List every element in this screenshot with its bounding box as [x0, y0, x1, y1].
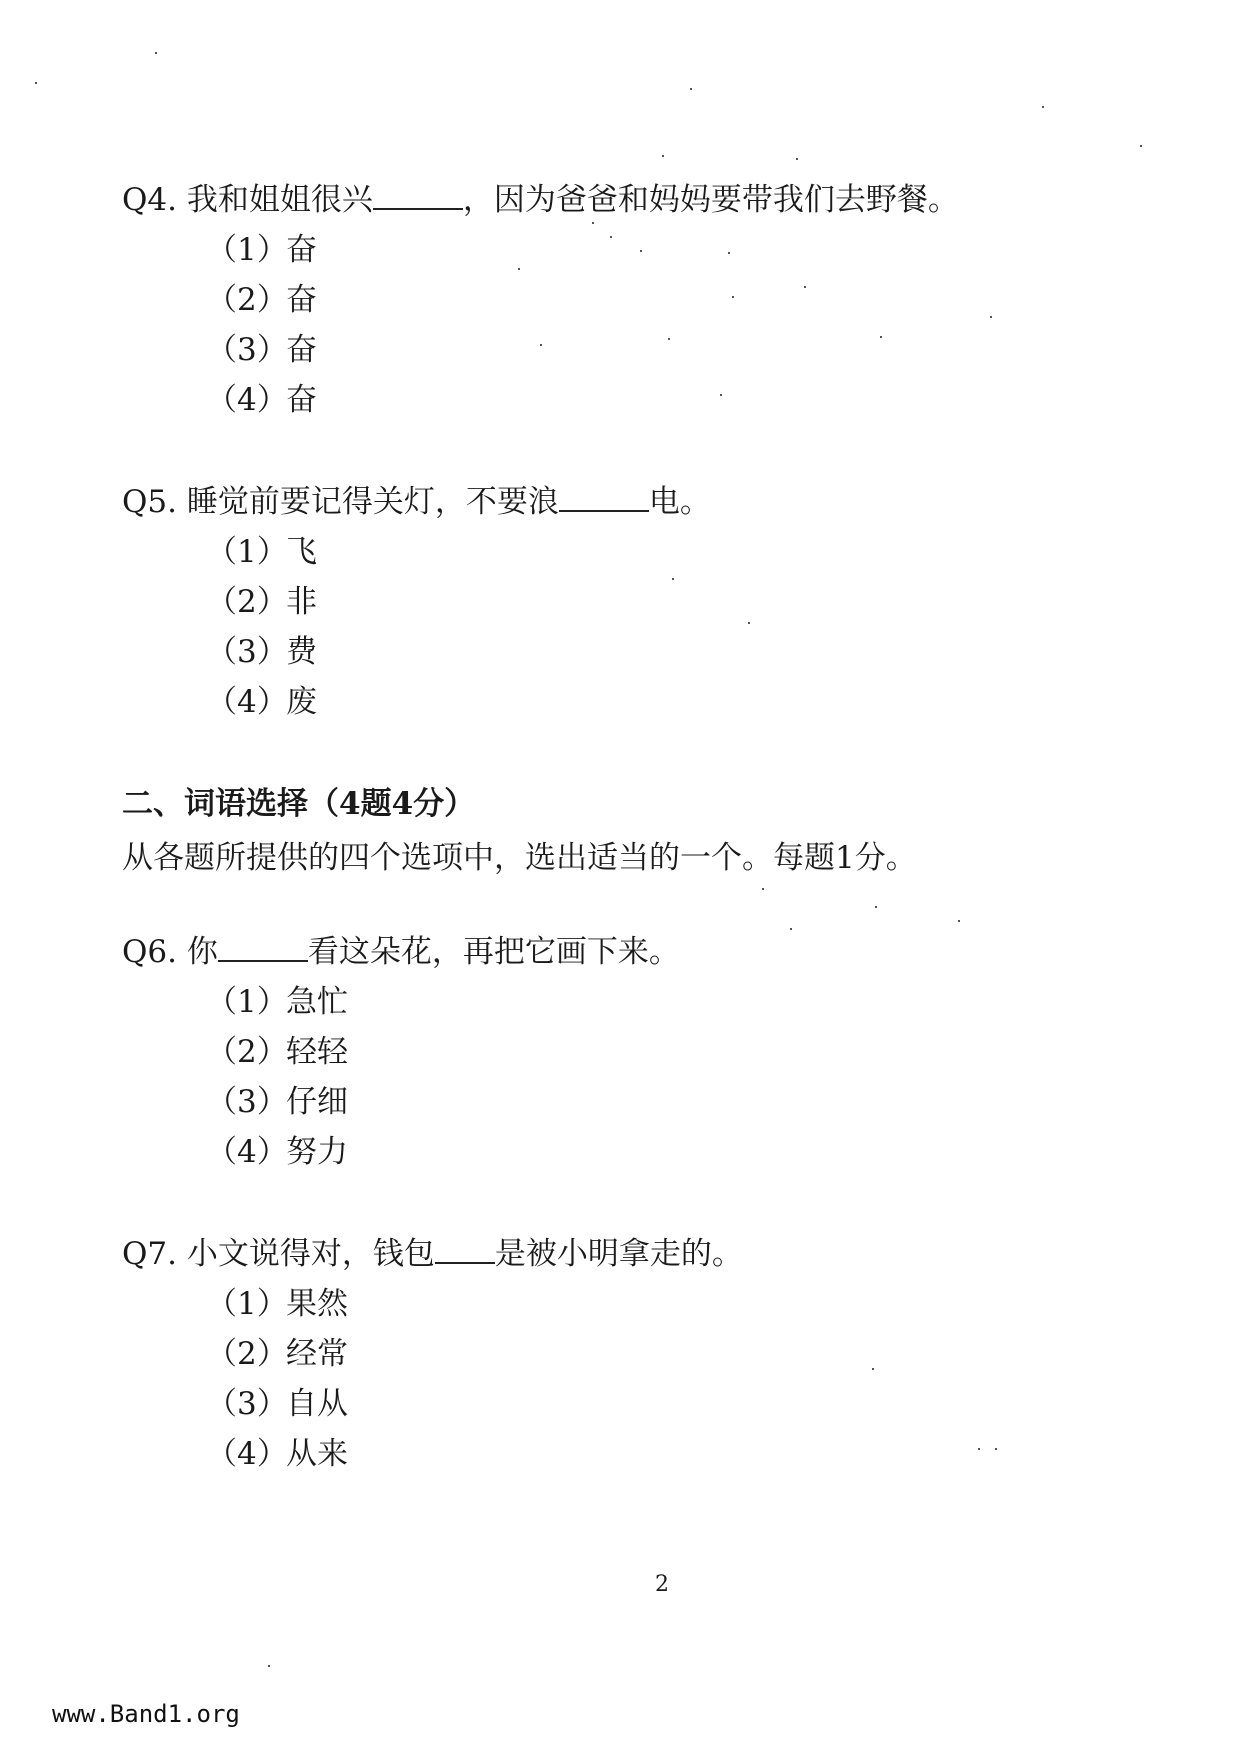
option-list	[206, 532, 711, 732]
scan-speck	[872, 1368, 874, 1370]
option-number: （2）	[206, 1336, 288, 1372]
option-number: （1）	[206, 1286, 288, 1322]
scan-speck	[672, 578, 674, 580]
option-text: 自从	[286, 1386, 348, 1422]
page-number: 2	[655, 1572, 669, 1597]
stem-text-before: Q7. 小文说得对，钱包	[122, 1236, 435, 1272]
answer-blank	[373, 182, 463, 210]
option-1	[206, 230, 959, 280]
option-text: 从来	[286, 1436, 348, 1472]
scan-speck	[640, 250, 642, 252]
scan-speck	[958, 920, 960, 922]
stem-text-after: ，因为爸爸和妈妈要带我们去野餐。	[462, 182, 959, 218]
scan-speck	[35, 82, 37, 84]
option-text: 奋	[286, 232, 317, 268]
scan-speck	[880, 336, 882, 338]
question-q6	[122, 932, 680, 1182]
section-instruction: 从各题所提供的四个选项中，选出适当的一个。每题1分。	[122, 840, 917, 876]
footer-site-url: www.Band1.org	[52, 1700, 240, 1728]
option-text: 轻轻	[286, 1034, 348, 1070]
option-4	[206, 1434, 743, 1484]
option-text: 非	[286, 584, 317, 620]
scan-speck	[732, 296, 734, 298]
scan-speck	[790, 928, 792, 930]
answer-blank	[435, 1236, 495, 1264]
scan-speck	[762, 888, 764, 890]
option-number: （1）	[206, 232, 288, 268]
question-stem	[122, 180, 959, 220]
scan-speck	[610, 236, 612, 238]
scan-speck	[518, 268, 520, 270]
question-stem	[122, 1234, 743, 1274]
option-text: 急忙	[286, 984, 348, 1020]
option-2	[206, 1334, 743, 1384]
scan-speck	[748, 622, 750, 624]
scan-speck	[155, 52, 157, 54]
option-list	[206, 1284, 743, 1484]
option-text: 飞	[286, 534, 317, 570]
question-stem	[122, 482, 711, 522]
option-3	[206, 1082, 680, 1132]
stem-text-after: 是被小明拿走的。	[494, 1236, 743, 1272]
option-number: （4）	[206, 1134, 288, 1170]
option-3	[206, 330, 959, 380]
option-number: （3）	[206, 332, 288, 368]
scan-speck	[990, 316, 992, 318]
question-stem	[122, 932, 680, 972]
option-4	[206, 1132, 680, 1182]
stem-text-before: Q5. 睡觉前要记得关灯，不要浪	[122, 484, 559, 520]
option-3	[206, 632, 711, 682]
stem-text-after: 电。	[648, 484, 711, 520]
stem-text-after: 看这朵花，再把它画下来。	[307, 934, 680, 970]
option-4	[206, 380, 959, 430]
scan-speck	[1042, 106, 1044, 108]
question-q5	[122, 482, 711, 732]
scan-speck	[268, 1665, 270, 1667]
option-4	[206, 682, 711, 732]
option-number: （2）	[206, 584, 288, 620]
option-number: （4）	[206, 382, 288, 418]
scan-speck	[728, 252, 730, 254]
option-number: （1）	[206, 534, 288, 570]
scan-speck	[690, 88, 692, 90]
scan-speck	[1140, 145, 1142, 147]
option-number: （3）	[206, 1386, 288, 1422]
option-text: 费	[286, 634, 317, 670]
option-number: （1）	[206, 984, 288, 1020]
option-text: 经常	[286, 1336, 348, 1372]
option-text: 废	[286, 684, 317, 720]
option-number: （3）	[206, 634, 288, 670]
option-list	[206, 230, 959, 430]
option-text: 努力	[286, 1134, 348, 1170]
option-text: 奋	[286, 382, 317, 418]
option-text: 仔细	[286, 1084, 348, 1120]
option-3	[206, 1384, 743, 1434]
stem-text-before: Q4. 我和姐姐很兴	[122, 182, 373, 218]
option-2	[206, 582, 711, 632]
section-title: 二、词语选择（4题4分）	[122, 786, 476, 822]
scan-speck	[804, 286, 806, 288]
scan-speck	[540, 344, 542, 346]
scan-speck	[796, 158, 798, 160]
scan-speck	[995, 1448, 997, 1450]
question-q7	[122, 1234, 743, 1484]
option-text: 果然	[286, 1286, 348, 1322]
option-2	[206, 1032, 680, 1082]
option-1	[206, 532, 711, 582]
stem-text-before: Q6. 你	[122, 934, 218, 970]
scan-speck	[720, 394, 722, 396]
scan-speck	[662, 155, 664, 157]
option-1	[206, 1284, 743, 1334]
scan-speck	[668, 338, 670, 340]
option-number: （2）	[206, 282, 288, 318]
question-q4	[122, 180, 959, 430]
option-number: （2）	[206, 1034, 288, 1070]
answer-blank	[218, 934, 308, 962]
scan-speck	[875, 906, 877, 908]
option-number: （4）	[206, 1436, 288, 1472]
option-text: 奋	[286, 282, 317, 318]
option-number: （3）	[206, 1084, 288, 1120]
option-number: （4）	[206, 684, 288, 720]
scan-speck	[978, 1448, 980, 1450]
scan-speck	[592, 222, 594, 224]
answer-blank	[559, 484, 649, 512]
section-2-header	[122, 782, 917, 880]
option-1	[206, 982, 680, 1032]
option-2	[206, 280, 959, 330]
option-text: 奋	[286, 332, 317, 368]
option-list	[206, 982, 680, 1182]
